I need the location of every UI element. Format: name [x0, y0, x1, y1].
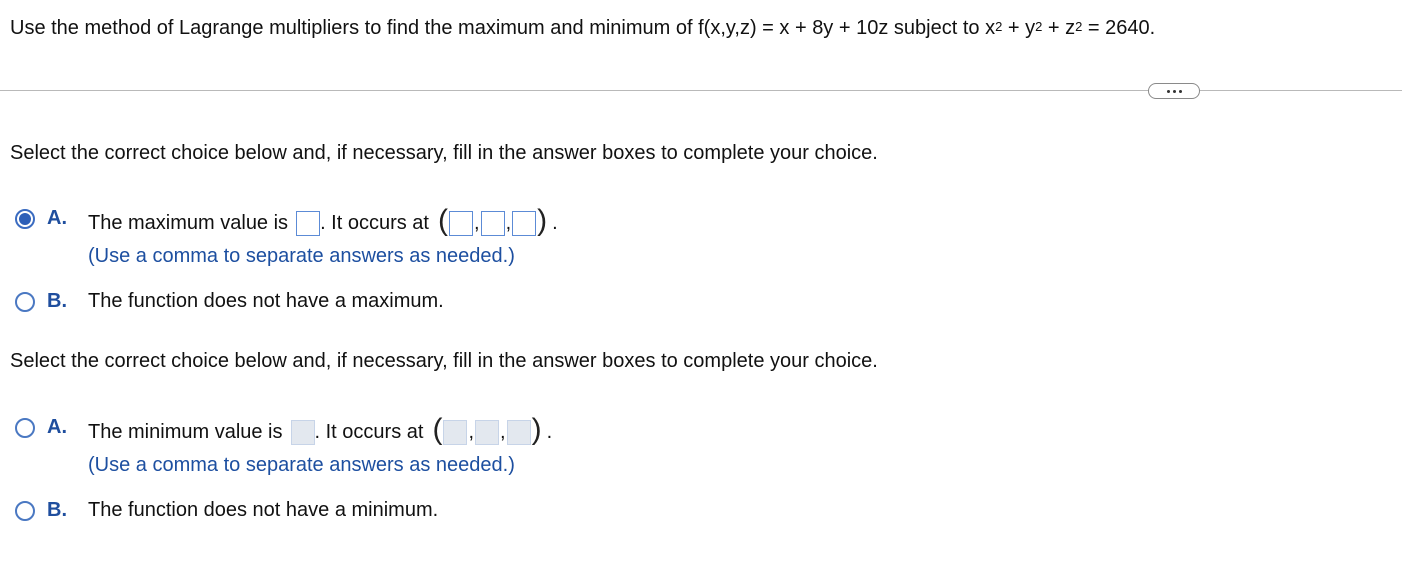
max-open-paren: (: [438, 204, 448, 237]
max-option-b-letter: B.: [47, 290, 67, 312]
min-hint: (Use a comma to separate answers as needed.): [88, 454, 515, 476]
max-option-b-text: The function does not have a maximum.: [88, 290, 444, 312]
max-option-a-letter: A.: [47, 207, 67, 229]
ellipsis-icon: [1167, 90, 1182, 93]
min-option-b-text: The function does not have a minimum.: [88, 499, 439, 521]
max-instruction: Select the correct choice below and, if necessary, fill in the answer boxes to complete your choice.: [10, 142, 878, 164]
min-comma-2: ,: [500, 420, 506, 443]
min-option-a-line: [88, 413, 553, 447]
max-option-a-line: [88, 204, 558, 238]
min-y-input[interactable]: [475, 420, 499, 445]
min-option-b-letter: B.: [47, 499, 67, 521]
min-occurs-text: . It occurs at: [314, 420, 424, 443]
max-z-input[interactable]: [512, 211, 536, 236]
max-option-a-text: The maximum value is: [88, 211, 289, 234]
min-open-paren: (: [432, 413, 443, 446]
max-occurs-text: . It occurs at: [320, 211, 429, 234]
min-value-input[interactable]: [291, 420, 315, 445]
max-option-b-radio[interactable]: [15, 292, 35, 312]
max-comma-2: ,: [505, 211, 512, 234]
max-close-paren: ): [537, 204, 548, 237]
min-instruction: Select the correct choice below and, if necessary, fill in the answer boxes to complete your choice.: [10, 350, 878, 372]
min-option-a-text: The minimum value is: [88, 420, 283, 443]
max-comma-1: ,: [474, 211, 480, 234]
max-value-input[interactable]: [296, 211, 320, 236]
min-close-paren: ): [531, 413, 542, 446]
max-y-input[interactable]: [481, 211, 505, 236]
min-comma-1: ,: [468, 420, 475, 443]
min-option-a-radio[interactable]: [15, 418, 35, 438]
max-period: .: [552, 211, 558, 234]
more-options-button[interactable]: [1148, 83, 1200, 99]
min-z-input[interactable]: [507, 420, 531, 445]
min-period: .: [546, 420, 553, 443]
max-option-a-radio[interactable]: [15, 209, 35, 229]
min-x-input[interactable]: [443, 420, 467, 445]
question-text: Use the method of Lagrange multipliers to find the maximum and minimum of f(x,y,z) = x + 8y + 10z subject to $x^2 + y^2 + z^2 = 2640$.: [10, 17, 1156, 39]
max-x-input[interactable]: [449, 211, 473, 236]
min-option-a-letter: A.: [47, 416, 67, 438]
max-hint: (Use a comma to separate answers as needed.): [88, 245, 515, 267]
min-option-b-radio[interactable]: [15, 501, 35, 521]
